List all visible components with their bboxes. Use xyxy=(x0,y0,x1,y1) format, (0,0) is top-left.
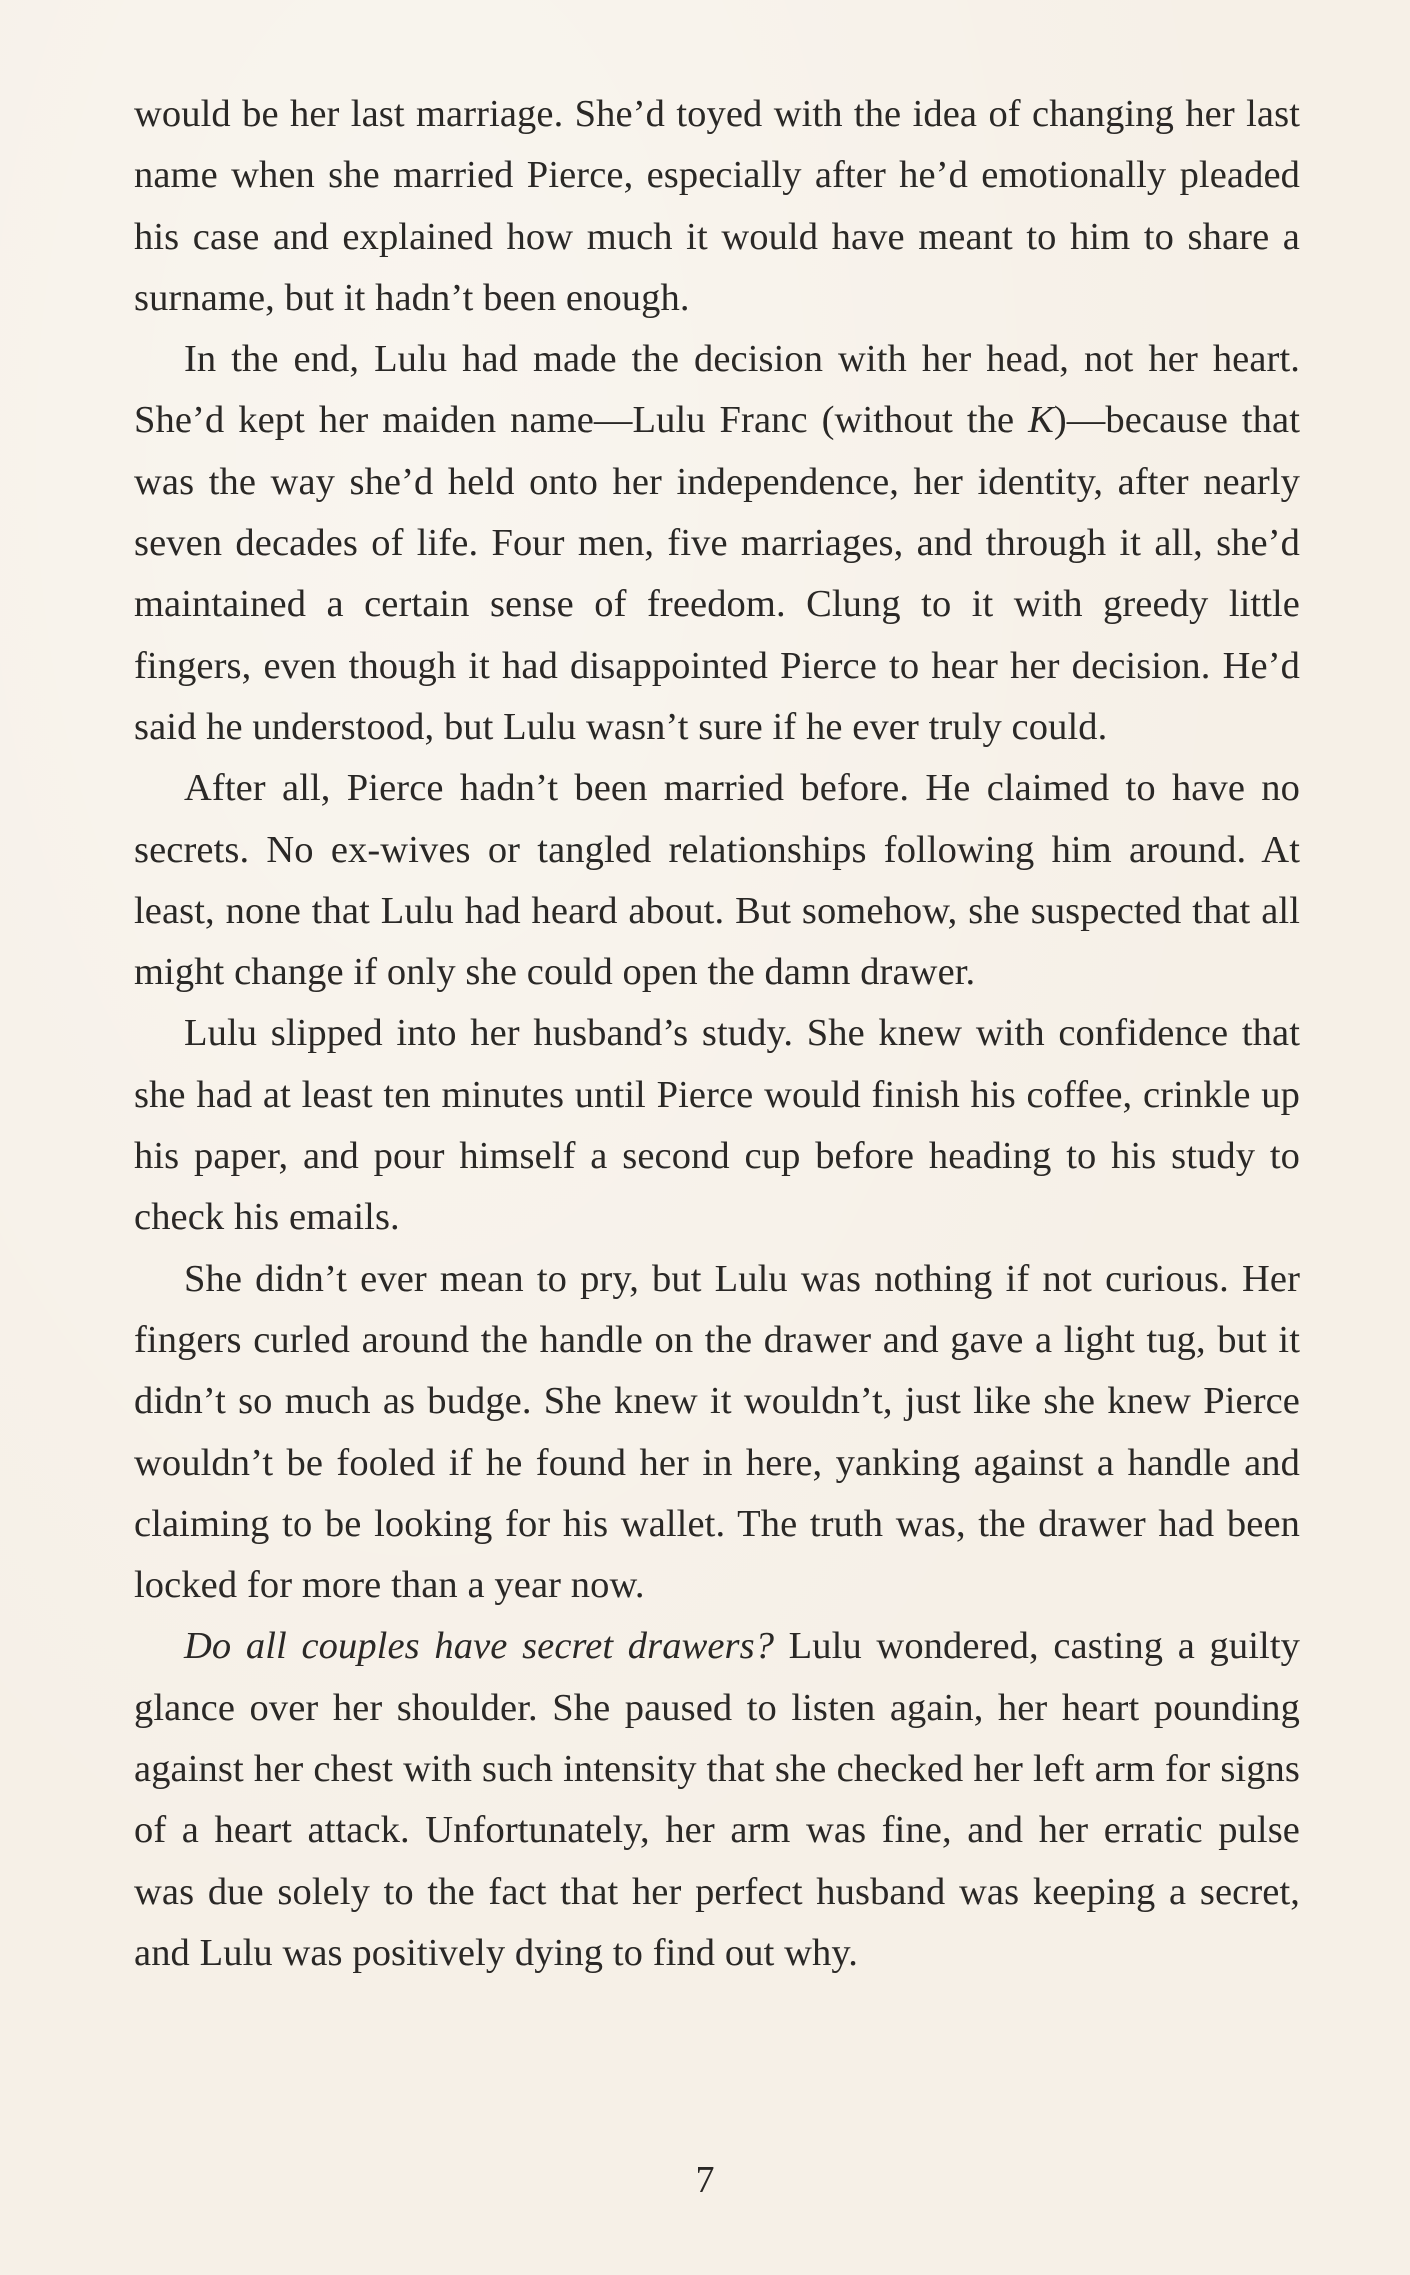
paragraph-6-text-after: Lulu wondered, casting a guilty glance over her shoulder. She paused to listen again, her heart pounding against her chest with such intensity that she checked her left arm for signs of a heart attack. Unfortunately, her arm was fine, and her erratic pulse was due solely to the fact that her perfect husband was keeping a secret, and Lulu was positively dying to find out why. xyxy=(134,1625,1300,1974)
paragraph-6-italic-thought: Do all couples have secret drawers? xyxy=(184,1625,775,1668)
paragraph-2 xyxy=(134,329,1300,758)
page-number: 7 xyxy=(695,2159,715,2201)
paragraph-5-text: She didn’t ever mean to pry, but Lulu was nothing if not curious. Her fingers curled around the handle on the drawer and gave a light tug, but it didn’t so much as budge. She knew it wouldn’t, just like she knew Pierce wouldn’t be fooled if he found her in here, yanking against a handle and claiming to be looking for his wallet. The truth was, the drawer had been locked for more than a year now. xyxy=(134,1257,1300,1607)
paragraph-2-italic-letter: K xyxy=(1028,399,1054,442)
paragraph-4 xyxy=(134,1003,1300,1248)
paragraph-2-text-before: In the end, Lulu had made the decision with her head, not her heart. She’d kept her maiden name—Lulu Franc (without the xyxy=(134,338,1300,442)
paragraph-1 xyxy=(134,84,1300,329)
paragraph-5 xyxy=(134,1249,1300,1617)
paragraph-3-text: After all, Pierce hadn’t been married before. He claimed to have no secrets. No ex-wives or tangled relationships following him around. At least, none that Lulu had heard about. But somehow, she suspected that all might change if only she could open the damn drawer. xyxy=(134,767,1300,994)
paragraph-2-text-after: )—because that was the way she’d held onto her independence, her identity, after nearly seven decades of life. Four men, five marriages, and through it all, she’d maintained a certain sense of freedom. Clung to it with greedy little fingers, even though it had disappointed Pierce to hear her decision. He’d said he understood, but Lulu wasn’t sure if he ever truly could. xyxy=(134,399,1300,748)
paragraph-4-text: Lulu slipped into her husband’s study. She knew with confidence that she had at least ten minutes until Pierce would finish his coffee, crinkle up his paper, and pour himself a second cup before heading to his study to check his emails. xyxy=(134,1012,1300,1239)
paragraph-1-text: would be her last marriage. She’d toyed with the idea of changing her last name when she married Pierce, especially after he’d emotionally pleaded his case and explained how much it would have meant to him to share a surname, but it hadn’t been enough. xyxy=(134,93,1300,319)
paragraph-6 xyxy=(134,1616,1300,1984)
paragraph-3 xyxy=(134,758,1300,1003)
body-text xyxy=(134,84,1300,1984)
